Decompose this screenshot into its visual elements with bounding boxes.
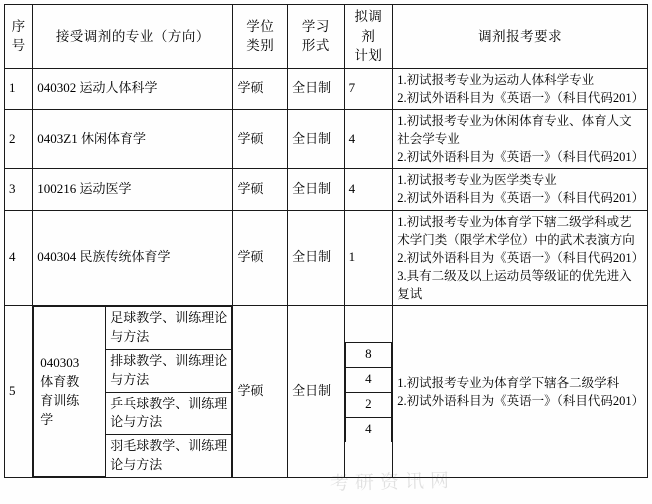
direction-plan: 2 <box>345 392 392 417</box>
header-degree-line2: 类别 <box>246 38 275 54</box>
row-form: 全日制 <box>288 109 345 168</box>
major-code-line: 学 <box>40 411 54 427</box>
row-major: 0403Z1 休闲体育学 <box>33 109 233 168</box>
row-plan: 4 <box>344 109 393 168</box>
plan-subtable <box>345 342 393 442</box>
row-no: 1 <box>5 68 33 109</box>
header-requirement: 调剂报考要求 <box>393 5 648 69</box>
document-page <box>0 4 652 504</box>
header-form-line2: 形式 <box>301 38 330 54</box>
row-major: 040304 民族传统体育学 <box>33 210 233 306</box>
row-degree: 学硕 <box>233 210 288 306</box>
header-no <box>5 5 33 69</box>
plan-row <box>345 342 392 367</box>
row-requirement <box>393 306 648 478</box>
row-no: 4 <box>5 210 33 306</box>
major-code-line: 040303 <box>40 355 80 371</box>
direction-name: 足球教学、训练理论与方法 <box>106 307 232 350</box>
requirement-item: 1.初试报考专业为医学类专业 <box>397 173 557 188</box>
table-row <box>5 306 648 478</box>
row-plan: 4 <box>344 169 393 210</box>
direction-plan: 4 <box>345 367 392 392</box>
row-plan: 7 <box>344 68 393 109</box>
major-code <box>34 307 106 477</box>
row-form: 全日制 <box>288 68 345 109</box>
row-plan: 1 <box>344 210 393 306</box>
row-plan-group <box>344 306 393 478</box>
header-plan <box>344 5 393 69</box>
row-degree: 学硕 <box>233 306 288 478</box>
table-row <box>5 68 648 109</box>
header-degree <box>233 5 288 69</box>
requirement-item: 3.具有二级及以上运动员等级证的优先进入复试 <box>397 268 632 302</box>
row-form: 全日制 <box>288 169 345 210</box>
header-form <box>288 5 345 69</box>
major-code-line: 体育教 <box>40 373 80 389</box>
plan-row <box>345 417 392 442</box>
row-requirement <box>393 210 648 306</box>
row-degree: 学硕 <box>233 109 288 168</box>
table-row <box>5 109 648 168</box>
direction-plan: 8 <box>345 342 392 367</box>
row-no: 3 <box>5 169 33 210</box>
direction-subtable <box>33 306 232 477</box>
requirement-item: 1.初试报考专业为体育学下辖各二级学科 <box>397 375 620 390</box>
header-no-line2: 号 <box>11 38 26 54</box>
requirement-item: 2.初试外语科目为《英语一》（科目代码201） <box>397 150 645 165</box>
requirement-item: 2.初试外语科目为《英语一》（科目代码201） <box>397 250 645 265</box>
row-major-group <box>33 306 233 478</box>
requirement-item: 2.初试外语科目为《英语一》（科目代码201） <box>397 90 645 105</box>
requirement-item: 1.初试报考专业为体育学下辖二级学科或艺术学门类（限学术学位）中的武术表演方向 <box>397 214 635 247</box>
row-form: 全日制 <box>288 210 345 306</box>
header-degree-line1: 学位 <box>246 18 275 34</box>
direction-row <box>34 307 232 350</box>
requirement-item: 2.初试外语科目为《英语一》（科目代码201） <box>397 393 645 408</box>
direction-plan: 4 <box>345 417 392 442</box>
header-major: 接受调剂的专业（方向） <box>33 5 233 69</box>
header-plan-line2: 计划 <box>354 48 383 64</box>
row-requirement <box>393 109 648 168</box>
header-plan-line1: 拟调剂 <box>354 9 383 44</box>
row-requirement <box>393 68 648 109</box>
direction-name: 排球教学、训练理论与方法 <box>106 349 232 392</box>
transfer-plan-table <box>4 4 648 478</box>
table-row <box>5 169 648 210</box>
direction-name: 乒乓球教学、训练理论与方法 <box>106 392 232 435</box>
plan-row <box>345 367 392 392</box>
header-no-line1: 序 <box>11 18 26 34</box>
table-row <box>5 210 648 306</box>
row-degree: 学硕 <box>233 169 288 210</box>
requirement-item: 1.初试报考专业为休闲体育专业、体育人文社会学专业 <box>397 113 632 147</box>
plan-row <box>345 392 392 417</box>
row-major: 040302 运动人体科学 <box>33 68 233 109</box>
major-code-line: 育训练 <box>40 392 80 408</box>
watermark: 考研资讯网 <box>329 470 456 495</box>
row-requirement <box>393 169 648 210</box>
row-no: 2 <box>5 109 33 168</box>
row-degree: 学硕 <box>233 68 288 109</box>
requirement-item: 1.初试报考专业为运动人体科学专业 <box>397 72 595 87</box>
header-form-line1: 学习 <box>301 18 330 34</box>
row-no: 5 <box>5 306 33 478</box>
requirement-item: 2.初试外语科目为《英语一》（科目代码201） <box>397 191 645 206</box>
direction-name: 羽毛球教学、训练理论与方法 <box>106 435 232 477</box>
table-header-row <box>5 5 648 69</box>
row-major: 100216 运动医学 <box>33 169 233 210</box>
row-form: 全日制 <box>288 306 345 478</box>
